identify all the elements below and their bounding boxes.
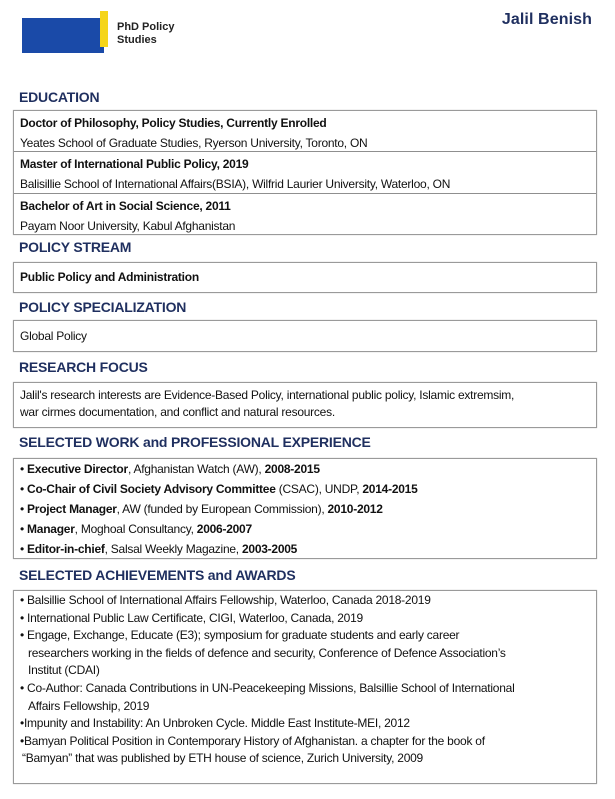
achievement-text: Engage, Exchange, Educate (E3); symposium for graduate students and early career: [27, 628, 460, 643]
bullet: •: [20, 482, 24, 496]
work-role: Co-Chair of Civil Society Advisory Committee: [27, 482, 276, 496]
research-focus-line: Jalil's research interests are Evidence-Based Policy, international public policy, Islamic extremsim,: [20, 388, 515, 402]
work-item: [20, 539, 596, 559]
bullet: •: [20, 733, 24, 748]
achievement-text: researchers working in the fields of defence and security, Conference of Defence Association’s: [28, 645, 506, 660]
achievement-item: [20, 733, 596, 751]
logo-text-line2: Studies: [117, 34, 157, 46]
achievements-box: [13, 590, 597, 784]
program-logo-text: [117, 21, 174, 47]
achievement-text: Co-Author: Canada Contributions in UN-Peacekeeping Missions, Balsillie School of International: [27, 680, 515, 695]
achievement-text: International Public Law Certificate, CIGI, Waterloo, Canada, 2019: [27, 610, 363, 625]
achievement-item-continuation: [20, 662, 596, 680]
work-item: [20, 519, 596, 539]
achievement-item: [20, 627, 596, 645]
work-role: Editor-in-chief: [27, 542, 105, 556]
work-org: , Salsal Weekly Magazine,: [104, 542, 242, 556]
work-years: 2014-2015: [362, 482, 418, 496]
institution: Yeates School of Graduate Studies, Ryerson University, Toronto, ON: [20, 136, 368, 150]
work-list: [14, 459, 596, 559]
bullet: •: [20, 462, 24, 476]
bullet: •: [20, 680, 24, 695]
education-entry: [14, 152, 596, 194]
policy-stream-heading: POLICY STREAM: [19, 239, 132, 255]
degree: Doctor of Philosophy, Policy Studies, Currently Enrolled: [20, 116, 327, 130]
achievement-item: [20, 680, 596, 698]
research-focus-line: war cirmes documentation, and conflict and natural resources.: [20, 405, 335, 419]
education-entry: [14, 194, 596, 234]
achievement-text: Impunity and Instability: An Unbroken Cycle. Middle East Institute-MEI, 2012: [23, 716, 410, 731]
achievement-item: [20, 715, 596, 733]
achievement-text: Affairs Fellowship, 2019: [28, 698, 150, 713]
bullet: •: [20, 522, 24, 536]
work-years: 2010-2012: [327, 502, 383, 516]
institution: Payam Noor University, Kabul Afghanistan: [20, 219, 236, 233]
work-years: 2008-2015: [264, 462, 320, 476]
degree: Master of International Public Policy, 2019: [20, 157, 249, 171]
policy-specialization-value: Global Policy: [20, 329, 87, 343]
work-org: , AW (funded by European Commission),: [116, 502, 328, 516]
research-focus-box: [13, 382, 597, 428]
policy-specialization-heading: POLICY SPECIALIZATION: [19, 299, 187, 315]
logo-yellow-bar: [100, 11, 108, 47]
achievement-item-continuation: [20, 698, 596, 716]
work-item: [20, 479, 596, 499]
achievement-text: “Bamyan” that was published by ETH house of science, Zurich University, 2009: [22, 751, 423, 766]
achievement-text: Bamyan Political Position in Contemporary History of Afghanistan. a chapter for the book of: [23, 733, 485, 748]
achievement-text: Institut (CDAI): [28, 663, 100, 678]
policy-stream-box: [13, 262, 597, 293]
education-box: [13, 110, 597, 235]
work-org: , Afghanistan Watch (AW),: [127, 462, 265, 476]
bullet: •: [20, 716, 24, 731]
education-entry: [14, 111, 596, 152]
policy-stream-value: Public Policy and Administration: [20, 270, 199, 284]
policy-specialization-box: [13, 320, 597, 352]
bullet: •: [20, 593, 24, 607]
work-years: 2003-2005: [241, 542, 298, 556]
bullet: •: [20, 542, 24, 556]
bullet: •: [20, 502, 24, 516]
candidate-name: Jalil Benish: [501, 11, 592, 28]
bullet: •: [20, 628, 24, 643]
achievement-item: [20, 592, 596, 610]
achievements-heading: SELECTED ACHIEVEMENTS and AWARDS: [19, 567, 296, 583]
work-box: [13, 458, 597, 559]
work-heading: SELECTED WORK and PROFESSIONAL EXPERIENCE: [19, 434, 371, 450]
work-org: (CSAC), UNDP,: [275, 482, 363, 496]
work-years: 2006-2007: [196, 522, 252, 536]
work-org: , Moghoal Consultancy,: [74, 522, 197, 536]
work-role: Executive Director: [27, 462, 128, 476]
work-item: [20, 499, 596, 519]
education-heading: EDUCATION: [19, 89, 100, 105]
work-item: [20, 459, 596, 479]
achievement-item-continuation: [20, 750, 596, 768]
achievement-item: [20, 610, 596, 628]
achievement-text: Balsillie School of International Affairs Fellowship, Waterloo, Canada 2018-2019: [27, 593, 431, 607]
logo-text-line1: PhD Policy: [117, 21, 175, 33]
achievements-list: [14, 591, 596, 768]
logo-blue-block: [22, 18, 104, 53]
achievement-item-continuation: [20, 645, 596, 663]
research-focus-heading: RESEARCH FOCUS: [19, 359, 148, 375]
work-role: Manager: [27, 522, 75, 536]
institution: Balisillie School of International Affairs(BSIA), Wilfrid Laurier University, Waterloo, ON: [20, 177, 451, 191]
work-role: Project Manager: [27, 502, 117, 516]
bullet: •: [20, 610, 24, 625]
degree: Bachelor of Art in Social Science, 2011: [20, 199, 231, 213]
